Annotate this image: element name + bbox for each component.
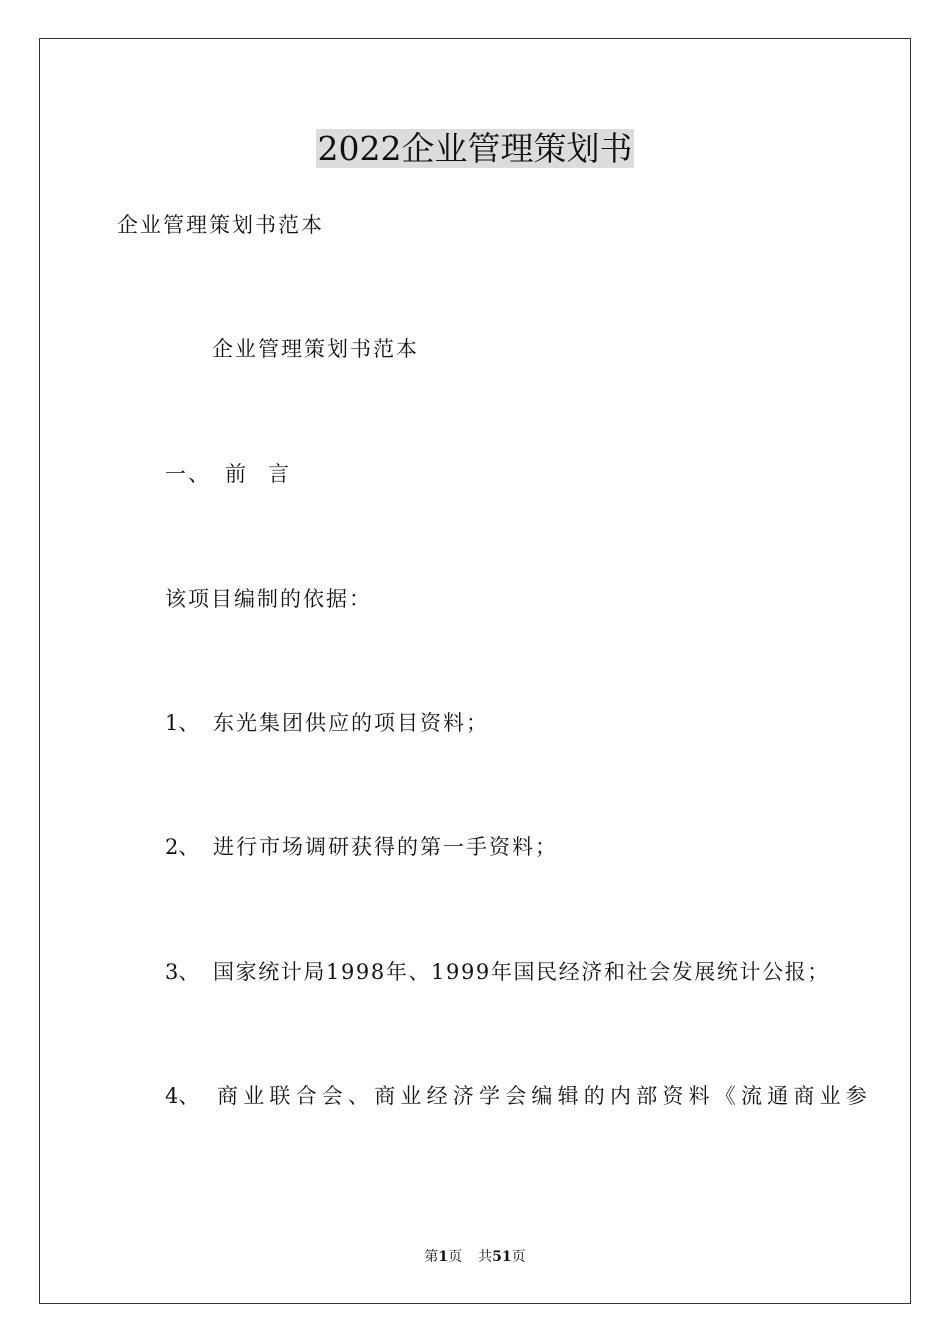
list-item [165, 958, 830, 986]
document-title-text: 2022企业管理策划书 [317, 129, 633, 168]
list-item-index: 1、 [165, 711, 200, 735]
section-heading [165, 460, 291, 488]
total-prefix: 共 [478, 1249, 493, 1265]
basis-intro: 该项目编制的依据： [165, 587, 372, 611]
list-item-text: 商业联合会、商业经济学会编辑的内部资料《流通商业参 [217, 1084, 872, 1108]
list-item-index: 3、 [165, 960, 200, 984]
inner-title: 企业管理策划书范本 [212, 337, 419, 361]
total-suffix: 页 [511, 1249, 526, 1265]
section-number: 一、 [165, 462, 211, 486]
page-suffix: 页 [448, 1249, 463, 1265]
list-item-text: 进行市场调研获得的第一手资料； [213, 835, 558, 859]
section-word-2: 言 [268, 462, 291, 486]
list-item-index: 4、 [165, 1084, 200, 1108]
page-footer [0, 1248, 950, 1266]
list-item-index: 2、 [165, 835, 200, 859]
list-item [165, 1082, 872, 1110]
document-subtitle: 企业管理策划书范本 [117, 213, 324, 237]
section-word-1: 前 [225, 462, 248, 486]
total-pages: 51 [492, 1249, 512, 1265]
list-item [165, 833, 558, 861]
list-item-text: 东光集团供应的项目资料； [213, 711, 489, 735]
list-item-text: 国家统计局1998年、1999年国民经济和社会发展统计公报； [213, 960, 830, 984]
page-prefix: 第 [424, 1249, 439, 1265]
list-item [165, 709, 489, 737]
document-title [0, 128, 950, 170]
page-number: 1 [438, 1249, 449, 1265]
